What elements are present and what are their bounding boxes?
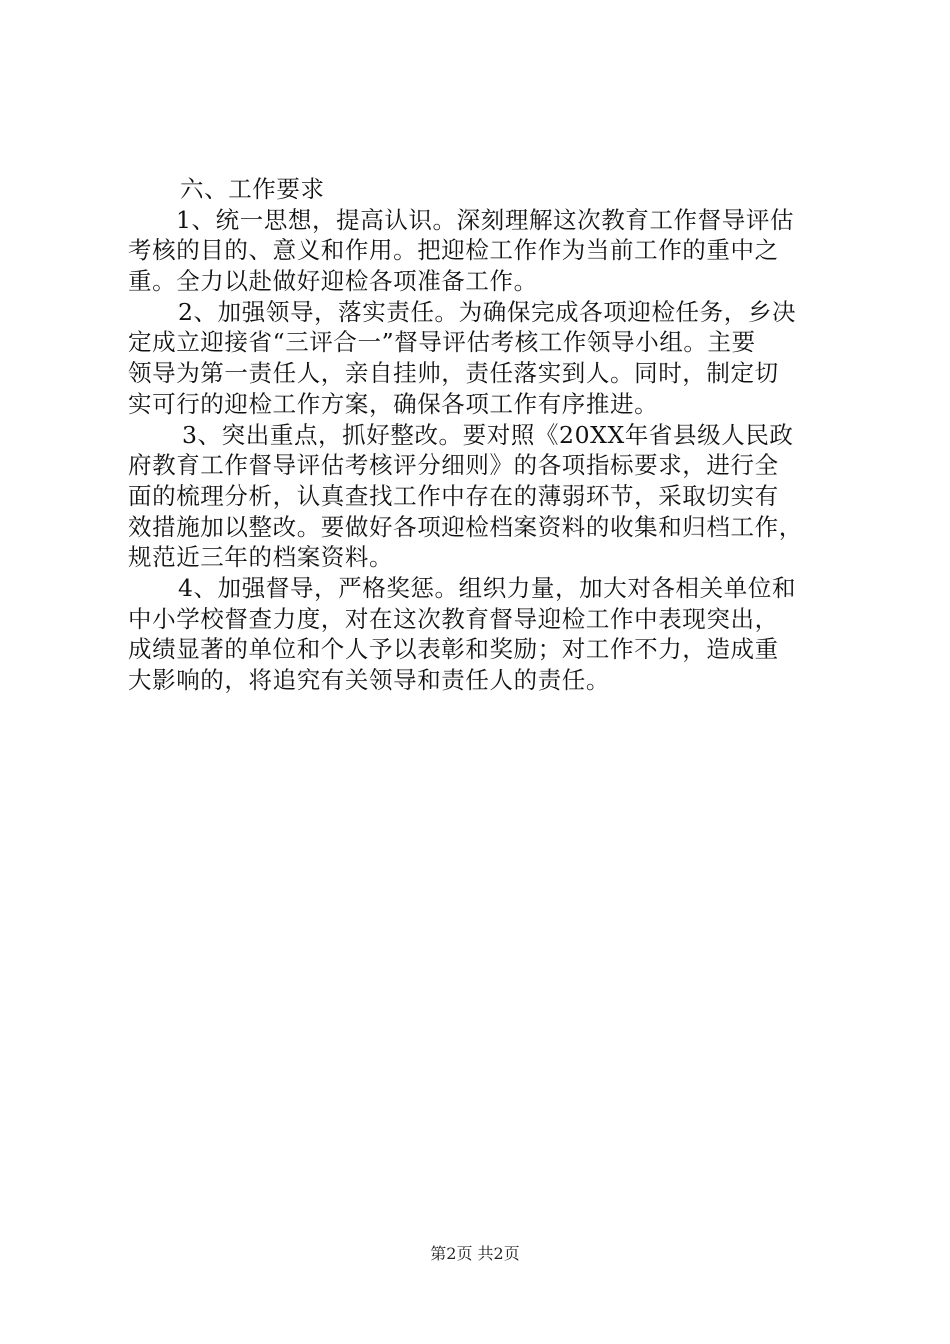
paragraph-4-line-1: 4、加强督导，严格奖惩。组织力量，加大对各相关单位和: [178, 573, 797, 602]
page-footer: 第2页 共2页: [430, 1244, 520, 1263]
paragraph-1-line-2: 考核的目的、意义和作用。把迎检工作作为当前工作的重中之: [128, 236, 779, 265]
paragraph-1-line-1: 1、统一思想，提高认识。深刻理解这次教育工作督导评估: [176, 205, 795, 234]
paragraph-3-line-1: 3、突出重点，抓好整改。要对照《20XX年省县级人民政: [182, 420, 794, 449]
paragraph-2-line-1: 2、加强领导，落实责任。为确保完成各项迎检任务，乡决: [178, 297, 797, 326]
document-body: [128, 174, 833, 696]
paragraph-2-line-2: 定成立迎接省“三评合一”督导评估考核工作领导小组。主要: [128, 328, 756, 357]
section-heading: 六、工作要求: [180, 175, 325, 203]
paragraph-2-line-4: 实可行的迎检工作方案，确保各项工作有序推进。: [128, 389, 659, 418]
paragraph-4-line-3: 成绩显著的单位和个人予以表彰和奖励；对工作不力，造成重: [128, 635, 779, 664]
paragraph-1-line-3: 重。全力以赴做好迎检各项准备工作。: [128, 267, 538, 296]
paragraph-4-line-2: 中小学校督查力度，对在这次教育督导迎检工作中表现突出，: [128, 604, 779, 633]
paragraph-4-line-4: 大影响的，将追究有关领导和责任人的责任。: [128, 666, 610, 694]
paragraph-3-line-4: 效措施加以整改。要做好各项迎检档案资料的收集和归档工作，: [128, 512, 803, 541]
paragraph-2-line-3: 领导为第一责任人，亲自挂帅，责任落实到人。同时，制定切: [128, 359, 779, 388]
paragraph-3-line-2: 府教育工作督导评估考核评分细则》的各项指标要求，进行全: [128, 451, 779, 480]
paragraph-3-line-5: 规范近三年的档案资料。: [128, 543, 394, 572]
paragraph-3-line-3: 面的梳理分析，认真查找工作中存在的薄弱环节，采取切实有: [128, 481, 779, 510]
